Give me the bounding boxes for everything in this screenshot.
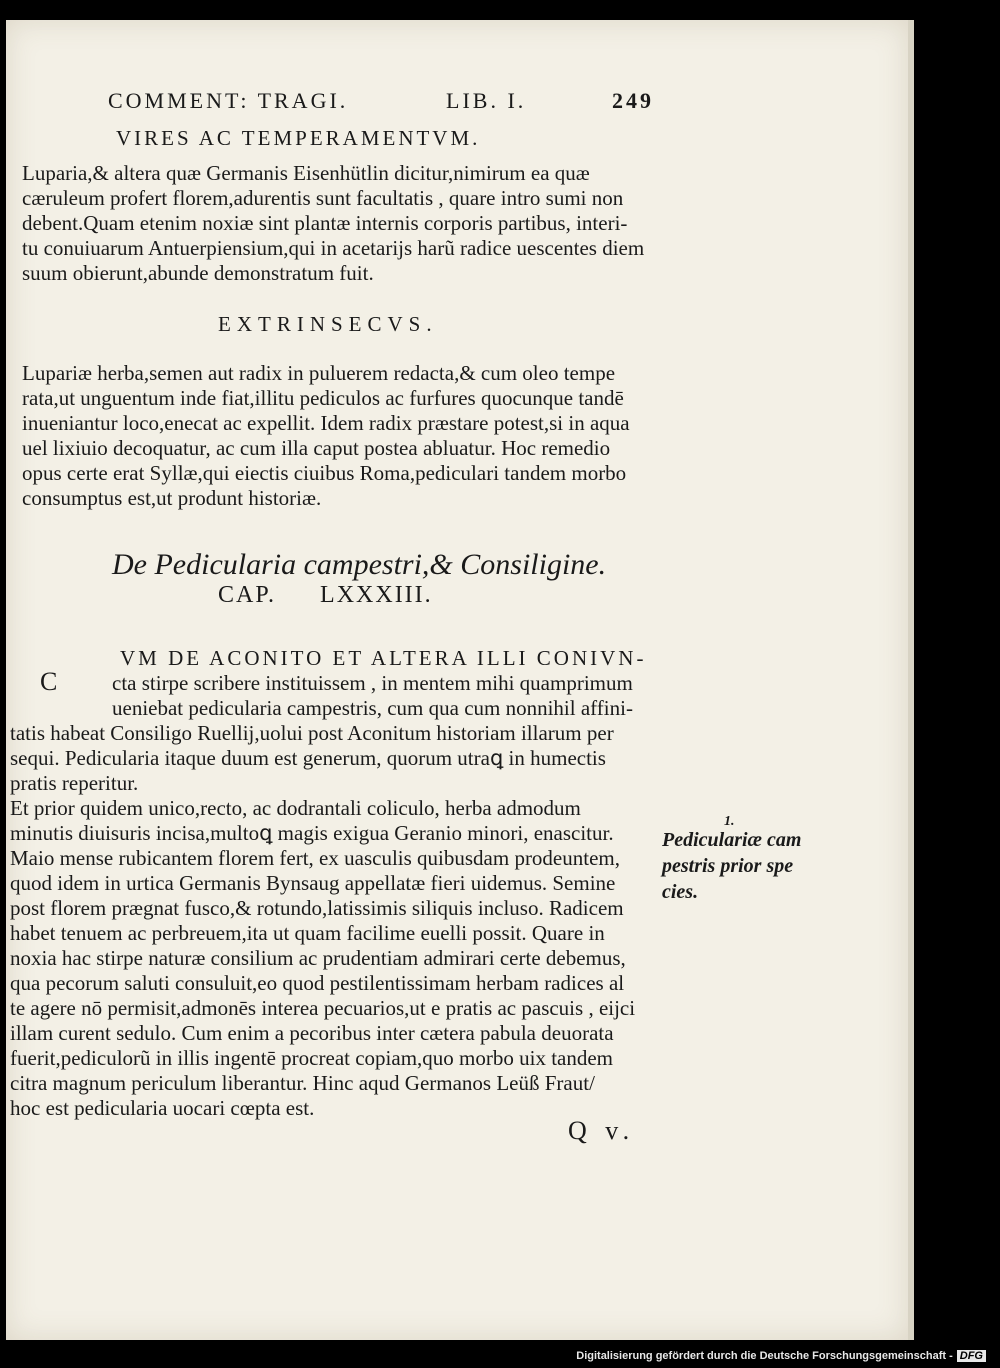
- marginal-note-number: 1.: [724, 814, 735, 829]
- section-heading-vires: VIRES AC TEMPERAMENTVM.: [116, 126, 481, 150]
- text-line: Maio mense rubicantem florem fert, ex uasculis quibusdam prodeuntem,: [10, 846, 620, 870]
- text-line: tatis habeat Consiligo Ruellij,uolui post Aconitum historiam illarum per: [10, 721, 614, 745]
- text-line: uel lixiuio decoquatur, ac cum illa caput postea abluatur. Hoc remedio: [22, 436, 611, 460]
- text-line: ueniebat pedicularia campestris, cum qua cum nonnihil affini-: [112, 696, 633, 720]
- text-line: tu conuiuarum Antuerpiensium,qui in acetarijs harũ radice uescentes diem: [22, 236, 645, 260]
- text-line: te agere nō permisit,admonēs interea pecuarios,ut e pratis ac pascuis , eijci: [10, 996, 636, 1020]
- text-line: citra magnum periculum liberantur. Hinc aqud Germanos Leüß Fraut/: [10, 1071, 595, 1095]
- text-line-caps: VM DE ACONITO ET ALTERA ILLI CONIVN-: [120, 646, 647, 670]
- text-line: quod idem in urtica Germanis Bynsaug appellatæ fieri uidemus. Semine: [10, 871, 616, 895]
- running-head-center: LIB. I.: [446, 88, 527, 113]
- text-line: cæruleum profert florem,adurentis sunt facultatis , quare intro sumi non: [22, 186, 624, 210]
- cap-roman-numeral: LXXXIII.: [320, 582, 433, 608]
- running-head: [108, 88, 654, 114]
- dfg-logo: DFG: [957, 1350, 986, 1362]
- chapter-title: De Pedicularia campestri,& Consiligine.: [112, 548, 607, 581]
- text-line: Luparia,& altera quæ Germanis Eisenhütlin dicitur,nimirum ea quæ: [22, 161, 590, 185]
- text-line: hoc est pedicularia uocari cœpta est.: [10, 1096, 315, 1120]
- running-head-left: COMMENT: TRAGI.: [108, 88, 349, 113]
- text-line: opus certe erat Syllæ,qui eiectis ciuibus Roma,pediculari tandem morbo: [22, 461, 627, 485]
- text-line: habet tenuem ac perbreuem,ita ut quam facilime euelli possit. Quare in: [10, 921, 605, 945]
- text-line: post florem prægnat fusco,& rotundo,latissimis siliquis incluso. Radicem: [10, 896, 624, 920]
- text-line: Et prior quidem unico,recto, ac dodrantali coliculo, herba admodum: [10, 796, 581, 820]
- marginal-note-line: Pediculariæ cam: [662, 829, 802, 851]
- initial-letter: C: [40, 667, 58, 696]
- text-line: fuerit,pediculorũ in illis ingentē procreat copiam,quo morbo uix tandem: [10, 1046, 614, 1070]
- text-line: pratis reperitur.: [10, 771, 139, 795]
- text-line: debent.Quam etenim noxiæ sint plantæ internis corporis partibus, interi-: [22, 211, 628, 235]
- digitization-footer: [576, 1350, 986, 1362]
- section-heading-extrinsecus: EXTRINSECVS.: [218, 312, 438, 336]
- text-line: consumptus est,ut produnt historiæ.: [22, 486, 322, 510]
- page-number: 249: [612, 88, 654, 113]
- text-line: minutis diuisuris incisa,multoꝗ magis exigua Geranio minori, enascitur.: [10, 821, 614, 845]
- text-line: illam curent sedulo. Cum enim a pecoribus inter cætera pabula deuorata: [10, 1021, 614, 1045]
- text-line: inueniantur loco,enecat ac expellit. Idem radix præstare potest,si in aqua: [22, 411, 630, 435]
- text-line: noxia hac stirpe naturæ consilium ac prudentiam admirari certe debemus,: [10, 946, 626, 970]
- chapter-number: [218, 582, 433, 609]
- text-line: suum obierunt,abunde demonstratum fuit.: [22, 261, 374, 285]
- cap-label: CAP.: [218, 582, 277, 608]
- catchword: Q v.: [568, 1116, 636, 1145]
- page-edge: [908, 20, 914, 1340]
- marginal-note-line: pestris prior spe: [662, 855, 794, 877]
- text-line: Lupariæ herba,semen aut radix in puluerem redacta,& cum oleo tempe: [22, 361, 616, 385]
- marginal-note-line: cies.: [662, 881, 699, 903]
- text-line: qua pecorum saluti consuluit,eo quod pestilentissimam herbam radices al: [10, 971, 625, 995]
- text-line: rata,ut unguentum inde fiat,illitu pediculos ac furfures quocunque tandē: [22, 386, 624, 410]
- footer-text: Digitalisierung gefördert durch die Deutsche Forschungsgemeinschaft -: [576, 1350, 953, 1362]
- text-line: sequi. Pedicularia itaque duum est generum, quorum utraꝗ in humectis: [10, 746, 606, 770]
- text-line: cta stirpe scribere instituissem , in mentem mihi quamprimum: [112, 671, 633, 695]
